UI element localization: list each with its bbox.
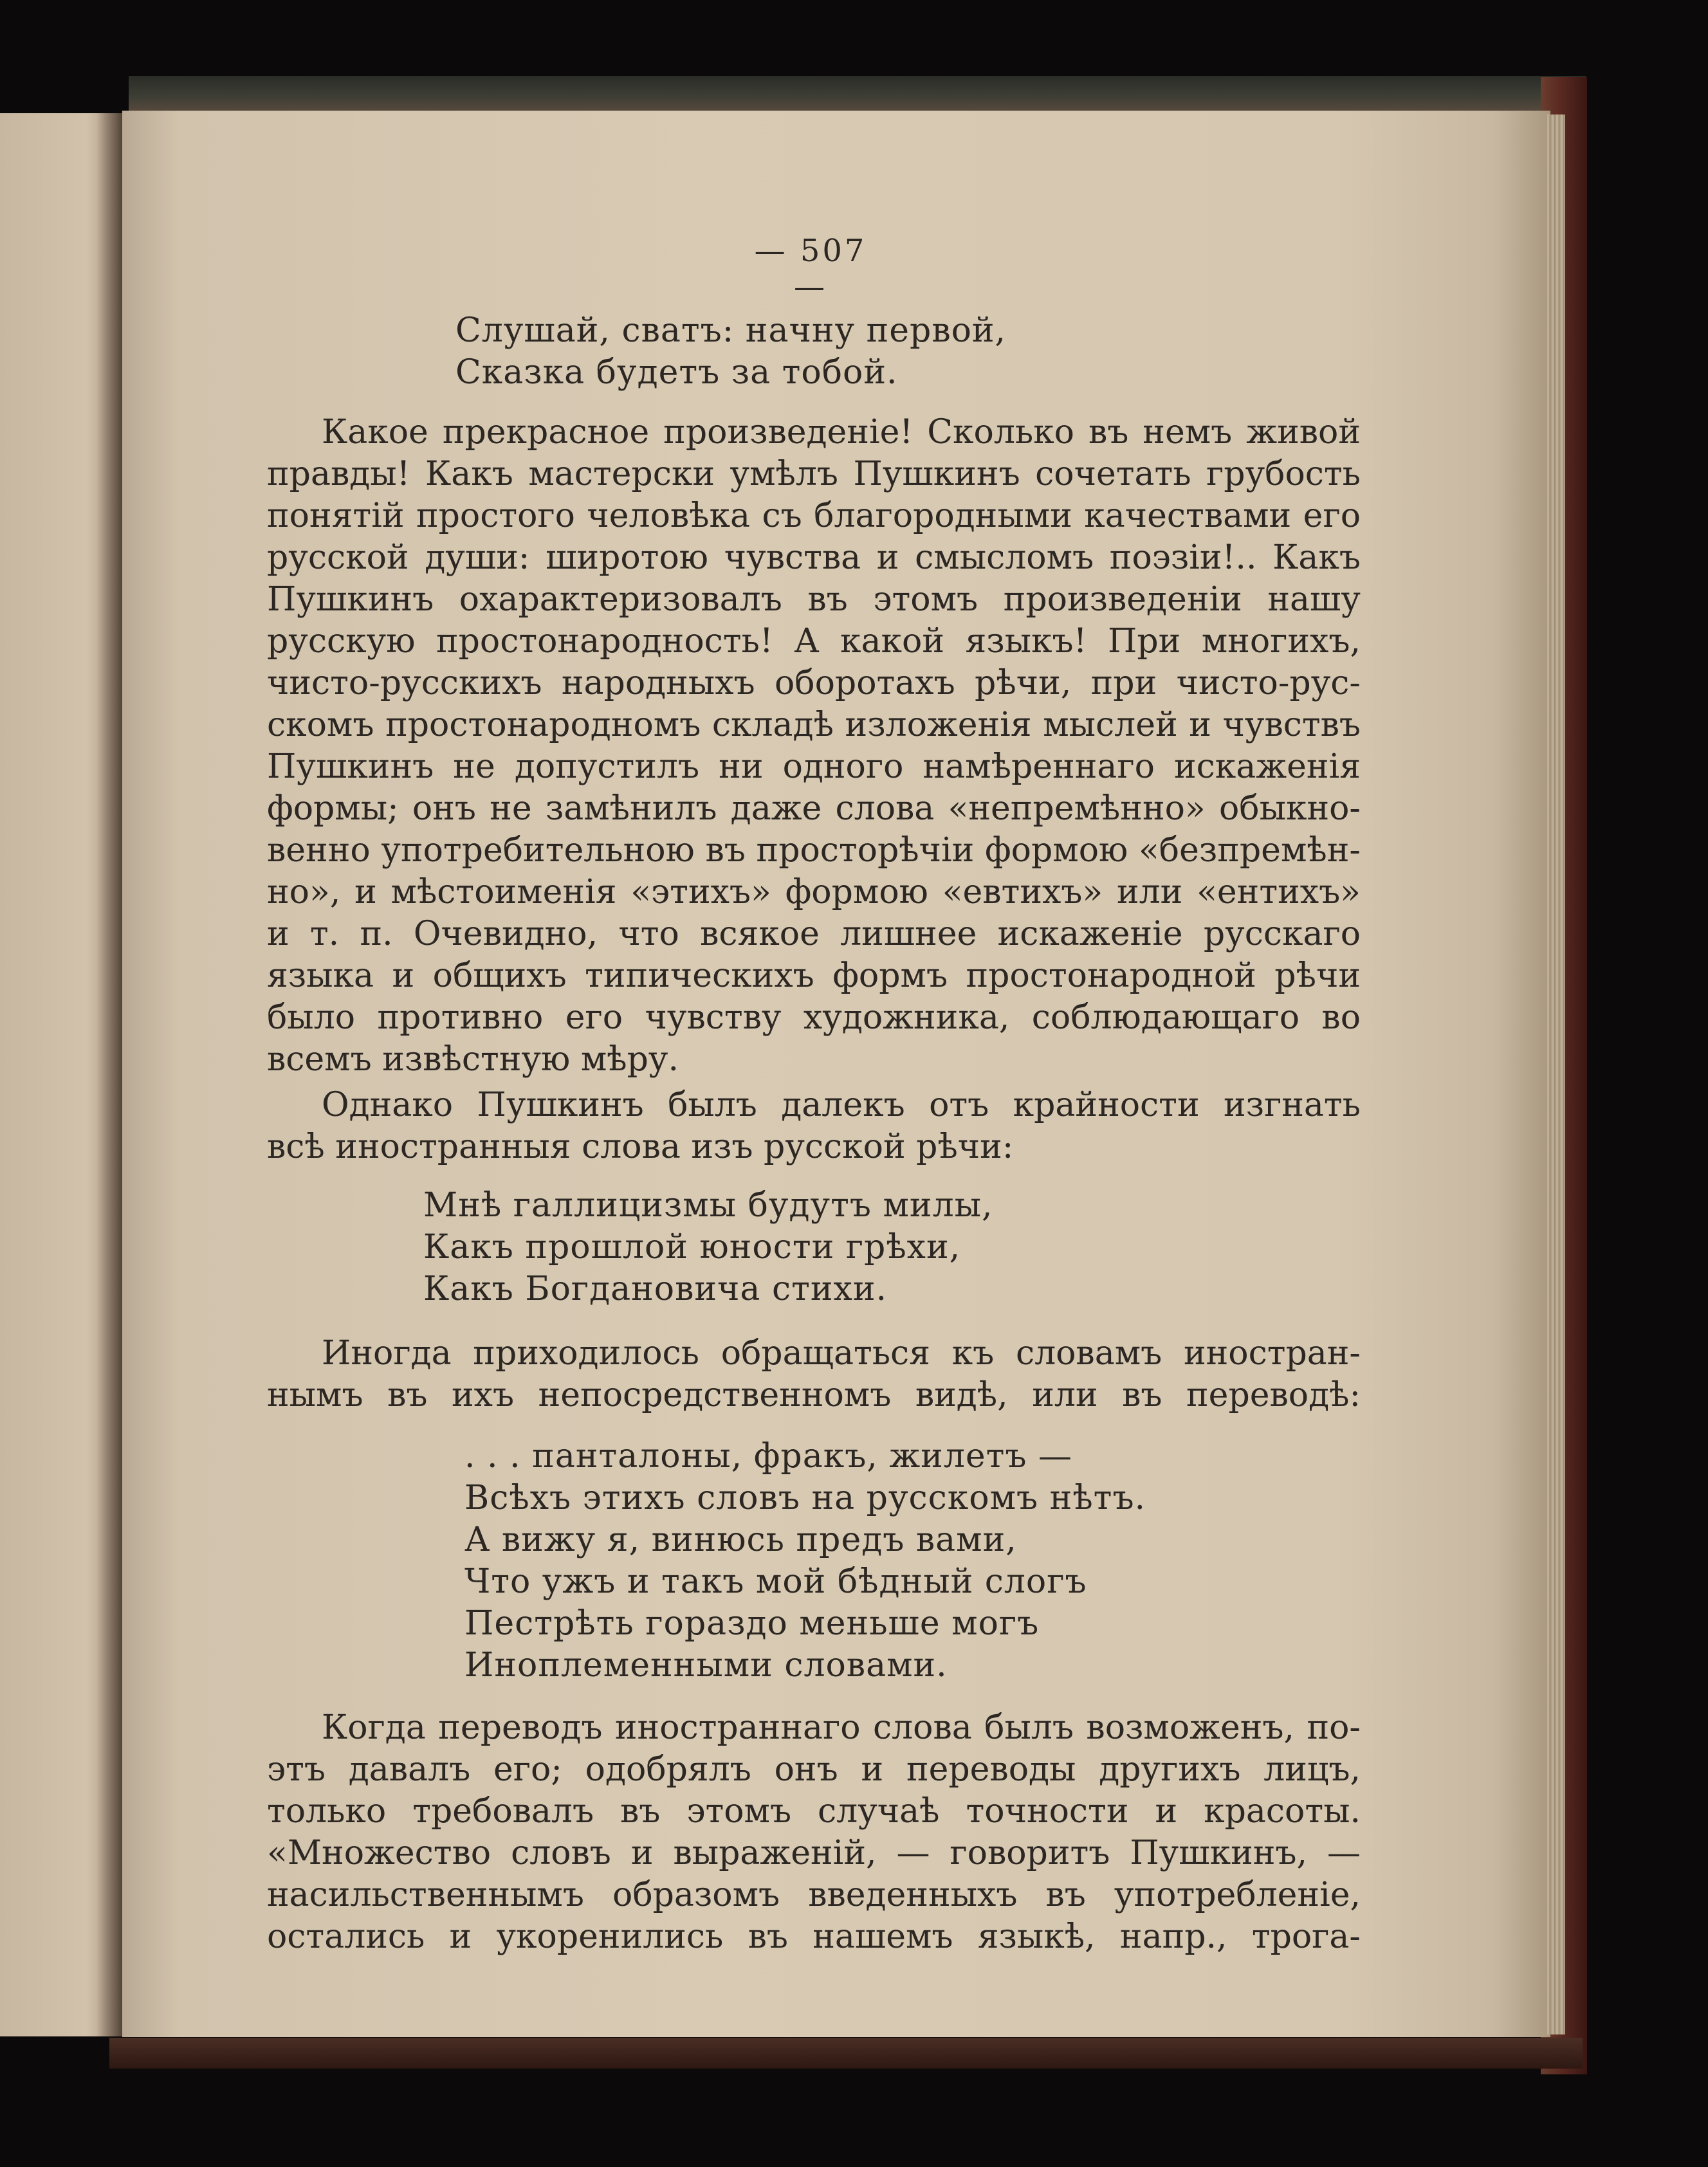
text-line: Пушкинъ охарактеризовалъ въ этомъ произведеніи нашу bbox=[267, 580, 1361, 619]
text-line: насильственнымъ образомъ введенныхъ въ употребленіе, bbox=[267, 1876, 1361, 1914]
verse-block-2 bbox=[423, 1185, 993, 1310]
verse-block-3 bbox=[464, 1436, 1146, 1687]
verse-line: Что ужъ и такъ мой бѣдный слогъ bbox=[464, 1562, 1087, 1601]
page-edges bbox=[1547, 114, 1565, 2034]
text-line: этъ давалъ его; одобрялъ онъ и переводы другихъ лицъ, bbox=[267, 1750, 1361, 1789]
text-line: формы; онъ не замѣнилъ даже слова «непремѣнно» обыкно- bbox=[267, 789, 1361, 828]
text-line: и т. п. Очевидно, что всякое лишнее искаженіе русскаго bbox=[267, 915, 1361, 953]
verse-line: А вижу я, винюсь предъ вами, bbox=[464, 1521, 1017, 1559]
text-line: понятій простого человѣка съ благородными качествами его bbox=[267, 497, 1361, 535]
text-line: языка и общихъ типическихъ формъ простонародной рѣчи bbox=[267, 956, 1361, 995]
book-cover-bottom-edge bbox=[109, 2038, 1583, 2069]
text-line: «Множество словъ и выраженій, — говоритъ Пушкинъ, — bbox=[267, 1834, 1361, 1872]
paragraph-2 bbox=[267, 1084, 1361, 1168]
text-line: Пушкинъ не допустилъ ни одного намѣреннаго искаженія bbox=[267, 747, 1361, 786]
text-line: венно употребительною въ просторѣчіи формою «безпремѣн- bbox=[267, 831, 1361, 870]
text-line: только требовалъ въ этомъ случаѣ точности и красоты. bbox=[267, 1792, 1361, 1831]
text-line: русскую простонародность! А какой языкъ! При многихъ, bbox=[267, 622, 1361, 661]
text-line: Какое прекрасное произведеніе! Сколько въ немъ живой bbox=[322, 413, 1361, 452]
verse-line: Сказка будетъ за тобой. bbox=[455, 353, 898, 392]
text-line: скомъ простонародномъ складѣ изложенія мыслей и чувствъ bbox=[267, 706, 1361, 744]
text-line: всѣ иностранныя слова изъ русской рѣчи: bbox=[267, 1128, 1014, 1166]
verse-line: Иноплеменными словами. bbox=[464, 1646, 948, 1685]
text-line: правды! Какъ мастерски умѣлъ Пушкинъ сочетать грубость bbox=[267, 455, 1361, 493]
verse-line: Пестрѣть гораздо меньше могъ bbox=[464, 1604, 1040, 1643]
text-line: чисто-русскихъ народныхъ оборотахъ рѣчи, при чисто-рус- bbox=[267, 664, 1361, 702]
text-line: остались и укоренились въ нашемъ языкѣ, напр., трога- bbox=[267, 1917, 1361, 1956]
paragraph-3 bbox=[267, 1333, 1361, 1416]
paragraph-1 bbox=[267, 412, 1361, 1081]
text-line: всемъ извѣстную мѣру. bbox=[267, 1040, 679, 1079]
book-cover-top-edge bbox=[129, 76, 1586, 113]
text-line: Иногда приходилось обращаться къ словамъ иностран- bbox=[322, 1334, 1361, 1373]
verse-line: Мнѣ галлицизмы будутъ милы, bbox=[423, 1186, 993, 1225]
verse-line: Какъ прошлой юности грѣхи, bbox=[423, 1228, 961, 1266]
text-line: было противно его чувству художника, соблюдающаго во bbox=[267, 998, 1361, 1037]
text-line: нымъ въ ихъ непосредственномъ видѣ, или въ переводѣ: bbox=[267, 1376, 1361, 1414]
paragraph-4 bbox=[267, 1707, 1361, 1958]
verse-line: Слушай, сватъ: начну первой, bbox=[455, 311, 1007, 350]
verse-line: Какъ Богдановича стихи. bbox=[423, 1270, 888, 1308]
verse-line: . . . панталоны, фракъ, жилетъ — bbox=[464, 1437, 1073, 1476]
text-line: Когда переводъ иностраннаго слова былъ возможенъ, по- bbox=[322, 1708, 1361, 1747]
text-line: Однако Пушкинъ былъ далекъ отъ крайности изгнать bbox=[322, 1086, 1361, 1124]
verse-block-1 bbox=[455, 310, 1006, 394]
verse-line: Всѣхъ этихъ словъ на русскомъ нѣтъ. bbox=[464, 1479, 1146, 1517]
text-line: но», и мѣстоименія «этихъ» формою «евтихъ» или «ентихъ» bbox=[267, 873, 1361, 911]
page-number: — 507 — bbox=[754, 233, 867, 305]
text-line: русской души: широтою чувства и смысломъ поэзіи!.. Какъ bbox=[267, 538, 1361, 577]
